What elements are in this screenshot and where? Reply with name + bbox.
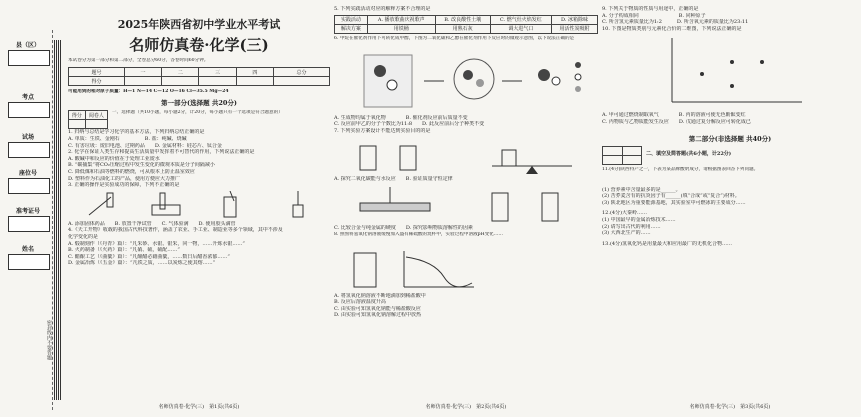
question-line: 10. 下图是物质类别与元素化合价的二维图，下列说法正确的是 — [602, 25, 742, 32]
molecule-diagram — [334, 51, 598, 113]
page-2 — [334, 6, 598, 412]
gas-check-figure — [212, 191, 252, 219]
exam-title: 2025年陕西省初中学业水平考试 — [117, 18, 281, 31]
field-county-box[interactable] — [8, 50, 50, 66]
q5-header: B. 改良酸性土壤 — [435, 15, 490, 24]
q8-figure — [334, 247, 598, 291]
field-seat-box[interactable] — [8, 178, 50, 194]
question-line: B. 反应后溶液温度升高 — [334, 299, 386, 306]
question-line: 11.(4分)陕西特产之一，下表为某品牌酸奶成分，请根据图表回答下列问题。 — [602, 166, 759, 172]
q5-header: A. 播放歌曲庆祝歌声 — [367, 15, 435, 24]
page-footer: 名师仿真卷·化学(三) 第3页(共6页) — [689, 404, 771, 410]
question-line: D. 金属冶炼（《五金》篇）：“凡铁之质，……以炭炼之使其熔……” — [68, 260, 216, 267]
field-room-box[interactable] — [8, 142, 50, 158]
question-line: 3. 正确的操作是实验成功的保障，下列不正确的是 — [68, 182, 180, 189]
question-line: 4.《天工开物》收载的我国古代科技著作，涵盖了农业、手工业、制造业等多个领域，其中不涉及 — [68, 227, 283, 234]
question-line: 7. 下列实验方案设计不能达到实验目的的是 — [334, 127, 431, 134]
grader-cell[interactable] — [622, 146, 642, 155]
q5-cell: 解决方案 — [335, 24, 368, 33]
question-line: A. 单质：生铁、金刚石 B. 盐：纯碱、烧碱 — [68, 136, 187, 142]
question-line: C. 反应前甲乙的分子个数比为11:8 D. 此反应前后分子种类不变 — [334, 121, 485, 128]
page-3 — [602, 6, 858, 412]
balance-figure — [482, 136, 582, 174]
score-cell[interactable] — [236, 77, 273, 86]
score-cell[interactable] — [199, 77, 236, 86]
score-row-label: 得分 — [69, 77, 125, 86]
question-line: D. 由实验可知氢氧化钠溶解过程中放热 — [334, 312, 422, 319]
grader-cell[interactable] — [603, 146, 623, 155]
question-line: (1) 营养素中含量最多的是______。 — [602, 186, 681, 193]
question-line: A. 探究二氧化碳能与水反应 B. 验证质量守恒定律 — [334, 176, 453, 183]
co2-experiment-figure — [350, 136, 450, 174]
ph-experiment-figure — [334, 247, 598, 291]
field-room-label: 试场 — [21, 134, 34, 141]
question-line: (3) 大西北生产的…… — [602, 230, 651, 237]
q10-figure — [602, 34, 858, 110]
question-line: C. 丙物质与乙物质能发生反应 D. 戊通过复分解反应可转化成已 — [602, 118, 751, 125]
score-header: 四 — [236, 68, 273, 77]
dropper-figure — [277, 191, 317, 219]
field-ticket-box[interactable] — [8, 216, 50, 232]
q5-header: D. 冰箱除味 — [552, 15, 598, 24]
question-line: 6. 甲烷在催化剂作用下可转化成甲醇，下图为二氧化碳和乙醇在催化剂作用下反应时的微观示意图，以下说法正确的是 — [334, 35, 575, 41]
question-line: 2. 化学在保证人类生存和提高生活质量中发挥着不可替代的作用，下列说法正确的是 — [68, 149, 255, 156]
valence-chart-figure — [602, 34, 858, 110]
score-table — [68, 67, 330, 86]
q5-cell: 用铁桶 — [367, 24, 435, 33]
question-line: C. 由实验可知氢氧化钠能与稀盐酸反应 — [334, 305, 421, 312]
grader-name-label: 阅卷人 — [85, 111, 107, 120]
page-1 — [68, 6, 330, 412]
field-name-label: 姓名 — [21, 246, 34, 253]
question-line: 13.(4分)氢氧化钙是用量最大和应用最广的无机化合物…… — [602, 240, 733, 247]
question-line: 8. 照图将氢氧化钠溶液缓慢加入盛有稀硫酸的烧杯中，实验过程中溶液pH变化…… — [334, 231, 503, 237]
question-line: A. 煅制刻作（《丹青》篇）：“凡朱砂、水银、银朱，同一物，……升炼水银……” — [68, 240, 245, 247]
question-line: 1. 归纳与总结是学习化学的基本方法，下列归纳总结正确的是 — [68, 129, 205, 136]
q7-figures-top — [334, 136, 598, 174]
field-seat-label: 座位号 — [18, 170, 37, 177]
question-line: D. 塑料作为石油化工的产品，使用方便应大力推广 — [68, 175, 181, 182]
grader-score-label: 得分 — [69, 111, 86, 120]
section1-heading: 一、选择题（共10小题，每小题2分，计20分，每小题只有一个选项是符合题意的） — [112, 110, 283, 116]
field-ticket-label: 准考证号 — [15, 208, 40, 215]
grader-box — [68, 110, 108, 129]
score-cell[interactable] — [124, 77, 161, 86]
add-solid-figure — [81, 191, 121, 219]
exam-subtitle: 名师仿真卷·化学(三) — [129, 36, 269, 54]
q7-figures-bottom — [334, 185, 598, 223]
question-line: A. 酸碱中和反应的价值在于处理工业废水 — [68, 155, 160, 162]
score-header: 一 — [124, 68, 161, 77]
question-line: (3) 陕北地区为重要能源基地，其实验室中可燃冰的主要成分…… — [602, 199, 746, 206]
page-footer: 名师仿真卷·化学(三) 第2页(共6页) — [425, 404, 507, 410]
q5-cell: 用熟石灰 — [435, 24, 490, 33]
section2-heading: 二、填空及简答题(共6小题，计22分) — [646, 150, 732, 157]
q5-cell: 用活性炭吸附 — [552, 24, 598, 33]
question-line: B. “碳捕集”将CO₂压缩过程中发生变化的微观本质是分子间隔减小 — [68, 162, 215, 169]
seal-line — [52, 30, 53, 410]
field-county-label: 县（区） — [15, 42, 40, 49]
question-line: 化学变化的是 — [68, 233, 99, 240]
question-line: C. 比较合金与纯金属的硬度 D. 探究影响物质溶解性的因素 — [334, 224, 473, 231]
field-exam-site-label: 考点 — [21, 94, 34, 101]
q5-header: 实践活动 — [335, 15, 368, 24]
question-line: 5. 下列实践活动对应的解释方案不合理的是 — [334, 6, 431, 12]
score-header: 题号 — [69, 68, 125, 77]
question-line: B. 火药制备（《火药》篇）：“凡硝、硫，硫配……” — [68, 247, 180, 254]
grader-cell[interactable] — [85, 120, 107, 129]
grader-box — [602, 146, 642, 165]
question-line: A. 添加固体药品 B. 放置干净试管 C. 气体验满 D. 使用胶头滴管 — [68, 220, 236, 227]
question-line: A. 分子构成相同 B. 同种原子 — [602, 12, 706, 19]
solubility-figure — [482, 185, 582, 223]
grader-cell[interactable] — [603, 155, 623, 164]
instructions: 本试卷分为第一部分和第二部分，全卷总分60分，答卷时间60分钟。 — [68, 58, 209, 63]
grader-cell[interactable] — [622, 155, 642, 164]
field-name-box[interactable] — [8, 254, 50, 270]
question-line: (2) 苦荞麦含有的抗炎因子有______(填“合成”或“复合”)材料。 — [602, 193, 740, 200]
score-header: 三 — [199, 68, 236, 77]
question-line: C. 所含氢元素质量比为1:2 D. 所含氧元素的质量比为23:11 — [602, 19, 749, 26]
question-line: C. 降低煤和石油等燃料的燃烧，可从根本上防止温室效应 — [68, 168, 195, 175]
q5-cell: 调大进气口 — [490, 24, 551, 33]
score-cell[interactable] — [162, 77, 199, 86]
binding-strip — [0, 0, 64, 417]
grader-cell[interactable] — [69, 120, 86, 129]
score-header: 总分 — [274, 68, 330, 77]
hardness-figure — [350, 185, 450, 223]
question-line: 12.(4分)大秦岭…… — [602, 210, 648, 217]
score-header: 二 — [162, 68, 199, 77]
barcode-strip — [54, 40, 62, 400]
q6-molecule-figure — [334, 51, 598, 113]
q5-header: C. 燃气灶火焰发红 — [490, 15, 551, 24]
part1-title: 第一部分(选择题 共20分) — [161, 99, 237, 108]
score-cell[interactable] — [274, 77, 330, 86]
question-line: A. 生成物均属于氧化物 B. 催化剂反应前后质量不变 — [334, 114, 468, 121]
question-line: (2) 请写出古代的利用…… — [602, 223, 661, 230]
page-footer: 名师仿真卷·化学(三) 第1页(共6页) — [158, 404, 240, 410]
question-line: A. 将氢氧化钠溶液不断地滴加到稀盐酸中 — [334, 292, 426, 299]
lab-figures — [68, 191, 330, 219]
q5-table — [334, 15, 598, 34]
part2-title: 第二部分(非选择题 共40分) — [688, 134, 772, 143]
test-tube-rack-figure — [146, 191, 186, 219]
field-exam-site-box[interactable] — [8, 102, 50, 118]
seal-note: 密封线内不要答题 — [46, 320, 52, 360]
question-line: C. 醋酿工艺（《曲糵》篇）：“凡酿醋必藉曲糵，……数日后醋香浓郁……” — [68, 253, 230, 260]
question-line: 9. 下列关于物质的性质与用途中，正确的是 — [602, 6, 699, 12]
question-line: A. 甲可通过燃烧制取氧气 B. 丙的溶液可使无色酚酞变红 — [602, 112, 746, 119]
question-line: (1) 中国最早的金属冶炼技术…… — [602, 216, 676, 223]
atomic-mass: 可能用到的相对原子质量：H—1 N—14 C—12 O—16 Cl—35.5 Mg—24 — [68, 89, 229, 95]
question-line: C. 有害垃圾：废旧电池、过期药品 D. 金属材料：硅芯片、钛合金 — [68, 142, 222, 149]
